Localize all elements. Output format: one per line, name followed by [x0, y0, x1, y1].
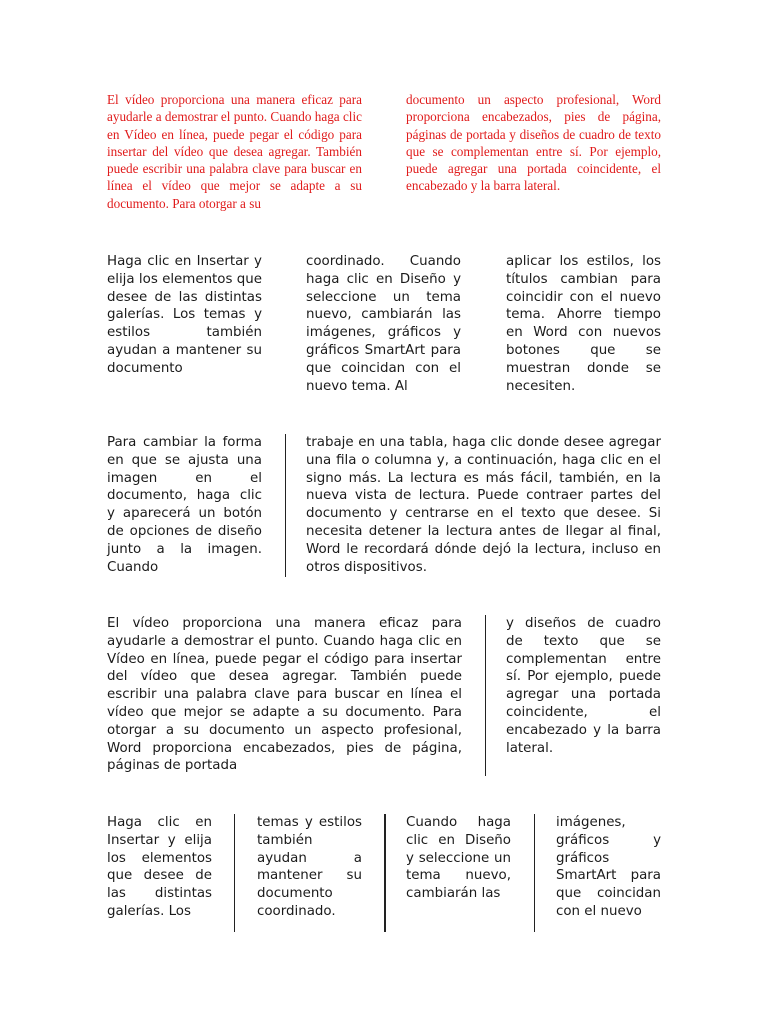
- section5-column-divider-2: [384, 814, 386, 932]
- section5-column-1: Haga clic en Insertar y elija los elementos que desee de las distintas galerías. Los: [107, 815, 212, 919]
- section3-column-divider: [285, 434, 286, 577]
- section1-column-1: El vídeo proporciona una manera eficaz para ayudarle a demostrar el punto. Cuando haga clic en Vídeo en línea, puede pegar el código para insertar del vídeo que desea agregar. También puede escribir una palabra clave para buscar en línea el vídeo que mejor se adapte a su documento. Para otorgar a su: [107, 92, 362, 211]
- section2-column-2: coordinado. Cuando haga clic en Diseño y seleccione un tema nuevo, cambiarán las imágenes, gráficos y gráficos SmartArt para que coincidan con el nuevo tema. Al: [306, 254, 461, 394]
- section4-column-divider: [485, 615, 486, 776]
- section4-column-2: y diseños de cuadro de texto que se complementan entre sí. Por ejemplo, puede agregar una portada coincidente, el encabezado y la barra lateral.: [506, 616, 661, 756]
- section5-column-divider-1: [234, 814, 235, 932]
- section1-column-2: documento un aspecto profesional, Word proporciona encabezados, pies de página, páginas de portada y diseños de cuadro de texto que se complementan entre sí. Por ejemplo, puede agregar una portada coincidente, el encabezado y la barra lateral.: [406, 92, 661, 194]
- section5-column-divider-3: [534, 814, 535, 932]
- section5-column-3: Cuando haga clic en Diseño y seleccione un tema nuevo, cambiarán las: [406, 815, 511, 902]
- section3-column-1: Para cambiar la forma en que se ajusta una imagen en el documento, haga clic y aparecerá un botón de opciones de diseño junto a la imagen. Cuando: [107, 435, 262, 575]
- section2-column-1: Haga clic en Insertar y elija los elementos que desee de las distintas galerías. Los temas y estilos también ayudan a mantener su documento: [107, 254, 262, 376]
- section2-column-3: aplicar los estilos, los títulos cambian para coincidir con el nuevo tema. Ahorre tiempo en Word con nuevos botones que se muestran donde se necesiten.: [506, 254, 661, 394]
- section3-column-2: trabaje en una tabla, haga clic donde desee agregar una fila o columna y, a continuación, haga clic en el signo más. La lectura es más fácil, también, en la nueva vista de lectura. Puede contraer partes del documento y centrarse en el texto que desee. Si necesita detener la lectura antes de llegar al final, Word le recordará dónde dejó la lectura, incluso en otros dispositivos.: [306, 435, 661, 575]
- section5-column-2: temas y estilos también ayudan a mantener su documento coordinado.: [257, 815, 362, 919]
- section4-column-1: El vídeo proporciona una manera eficaz para ayudarle a demostrar el punto. Cuando haga clic en Vídeo en línea, puede pegar el código para insertar del vídeo que desea agregar. También puede escribir una palabra clave para buscar en línea el vídeo que mejor se adapte a su documento. Para otorgar a su documento un aspecto profesional, Word proporciona encabezados, pies de página, páginas de portada: [107, 616, 462, 774]
- section5-column-4: imágenes, gráficos y gráficos SmartArt para que coincidan con el nuevo: [556, 815, 661, 919]
